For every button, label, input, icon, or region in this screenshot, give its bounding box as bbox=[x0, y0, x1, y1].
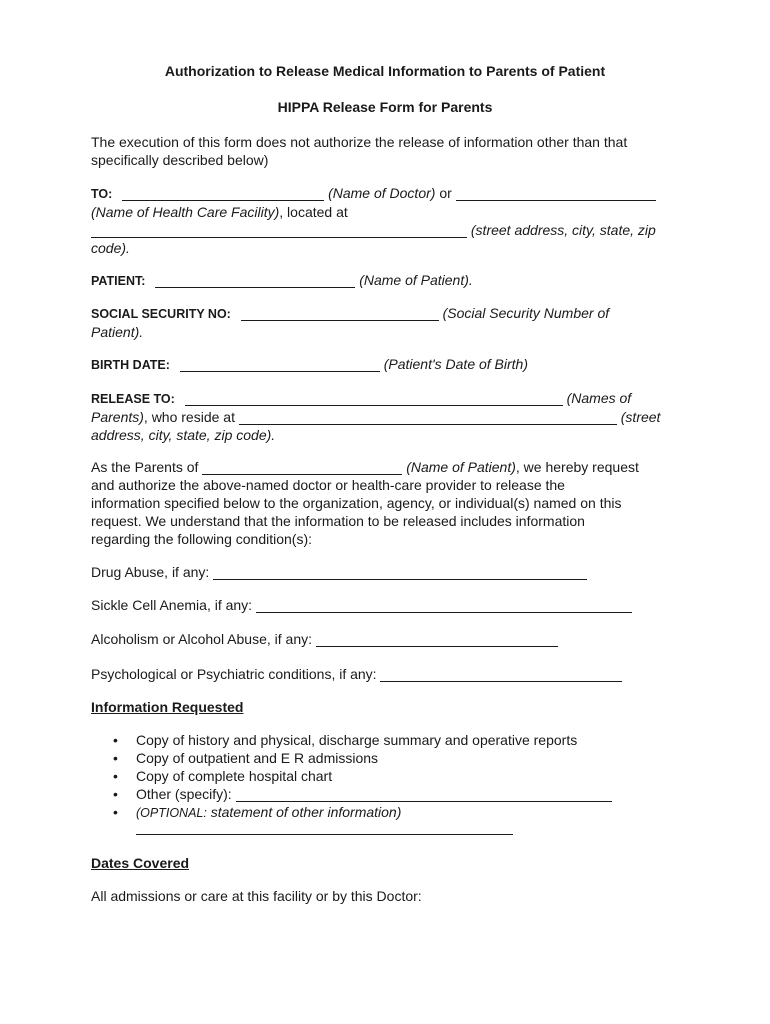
other-specify-field[interactable] bbox=[236, 787, 612, 802]
other-specify-label: Other (specify): bbox=[136, 786, 232, 802]
facility-name-field[interactable] bbox=[456, 186, 656, 201]
parents-address-hint-cont: address, city, state, zip code). bbox=[91, 427, 276, 443]
birth-date-field[interactable] bbox=[180, 357, 380, 372]
info-item-history: Copy of history and physical, discharge summary and operative reports bbox=[136, 732, 578, 748]
psych-conditions-field[interactable] bbox=[380, 667, 622, 682]
or-text: or bbox=[439, 185, 452, 201]
ssn-section bbox=[91, 304, 681, 341]
info-item-other bbox=[136, 785, 612, 803]
facility-hint: (Name of Health Care Facility) bbox=[91, 204, 280, 220]
facility-address-field[interactable] bbox=[91, 223, 467, 238]
alcohol-condition-row bbox=[91, 630, 681, 648]
release-label: RELEASE TO: bbox=[91, 392, 175, 406]
patient-section bbox=[91, 271, 681, 290]
parents-hint-cont: Parents) bbox=[91, 409, 144, 425]
bullet-dot: • bbox=[113, 786, 118, 802]
parents-line-2: and authorize the above-named doctor or health-care provider to release the bbox=[91, 477, 565, 493]
release-section bbox=[91, 389, 681, 444]
optional-prefix: (OPTIONAL: bbox=[136, 806, 207, 820]
parents-names-field[interactable] bbox=[185, 391, 563, 406]
parents-line-3: information specified below to the organization, agency, or individual(s) named on this bbox=[91, 495, 622, 511]
located-at-text: , located at bbox=[279, 204, 348, 220]
parents-address-hint: (street bbox=[620, 409, 661, 425]
sickle-cell-field[interactable] bbox=[256, 598, 632, 613]
dates-covered-text: All admissions or care at this facility or by this Doctor: bbox=[91, 888, 422, 904]
sickle-condition-row bbox=[91, 596, 681, 614]
info-item-optional bbox=[136, 803, 401, 822]
intro-paragraph: The execution of this form does not authorize the release of information other than that specifically described below) bbox=[91, 134, 628, 168]
patient-label: PATIENT: bbox=[91, 274, 146, 288]
birth-section bbox=[91, 355, 681, 374]
parents-address-field[interactable] bbox=[239, 410, 617, 425]
doctor-name-field[interactable] bbox=[122, 186, 324, 201]
address-hint: (street address, city, state, zip bbox=[470, 222, 656, 238]
psych-conditions-label: Psychological or Psychiatric conditions, if any: bbox=[91, 666, 377, 682]
parents-line-4: request. We understand that the information to be released includes information bbox=[91, 513, 585, 529]
drug-condition-row bbox=[91, 563, 681, 581]
ssn-hint: (Social Security Number of bbox=[442, 305, 610, 321]
drug-abuse-field[interactable] bbox=[213, 565, 587, 580]
form-title: Authorization to Release Medical Information to Parents of Patient bbox=[164, 63, 606, 79]
form-subtitle: HIPPA Release Form for Parents bbox=[277, 99, 493, 115]
info-item-outpatient: Copy of outpatient and E R admissions bbox=[136, 750, 379, 766]
bullet-dot: • bbox=[113, 768, 118, 784]
to-label: TO: bbox=[91, 187, 113, 201]
drug-abuse-label: Drug Abuse, if any: bbox=[91, 564, 210, 580]
address-hint-cont: code). bbox=[91, 240, 130, 256]
parents-line-5: regarding the following condition(s): bbox=[91, 531, 313, 547]
parents-suffix: , we hereby request bbox=[515, 459, 639, 475]
dates-covered-header: Dates Covered bbox=[91, 855, 190, 871]
alcohol-abuse-label: Alcoholism or Alcohol Abuse, if any: bbox=[91, 631, 313, 647]
bullet-dot: • bbox=[113, 804, 118, 820]
alcohol-abuse-field[interactable] bbox=[316, 632, 558, 647]
to-section bbox=[91, 184, 681, 257]
info-requested-header: Information Requested bbox=[91, 699, 244, 715]
birth-label: BIRTH DATE: bbox=[91, 358, 170, 372]
doctor-hint: (Name of Doctor) bbox=[328, 185, 436, 201]
reside-text: , who reside at bbox=[143, 409, 235, 425]
parents-patient-hint: (Name of Patient) bbox=[406, 459, 516, 475]
birth-hint: (Patient's Date of Birth) bbox=[383, 356, 529, 372]
optional-text: statement of other information) bbox=[206, 804, 402, 820]
ssn-field[interactable] bbox=[241, 306, 439, 321]
parents-hint: (Names of bbox=[566, 390, 632, 406]
parents-paragraph bbox=[91, 458, 681, 548]
info-item-chart: Copy of complete hospital chart bbox=[136, 768, 333, 784]
parents-patient-field[interactable] bbox=[202, 460, 402, 475]
optional-statement-field[interactable] bbox=[136, 834, 513, 835]
sickle-cell-label: Sickle Cell Anemia, if any: bbox=[91, 597, 253, 613]
bullet-dot: • bbox=[113, 750, 118, 766]
ssn-label: SOCIAL SECURITY NO: bbox=[91, 307, 231, 321]
patient-name-field[interactable] bbox=[155, 273, 355, 288]
bullet-dot: • bbox=[113, 732, 118, 748]
parents-prefix: As the Parents of bbox=[91, 459, 199, 475]
psych-condition-row bbox=[91, 665, 681, 683]
patient-hint: (Name of Patient). bbox=[359, 272, 473, 288]
ssn-hint-cont: Patient). bbox=[91, 324, 144, 340]
